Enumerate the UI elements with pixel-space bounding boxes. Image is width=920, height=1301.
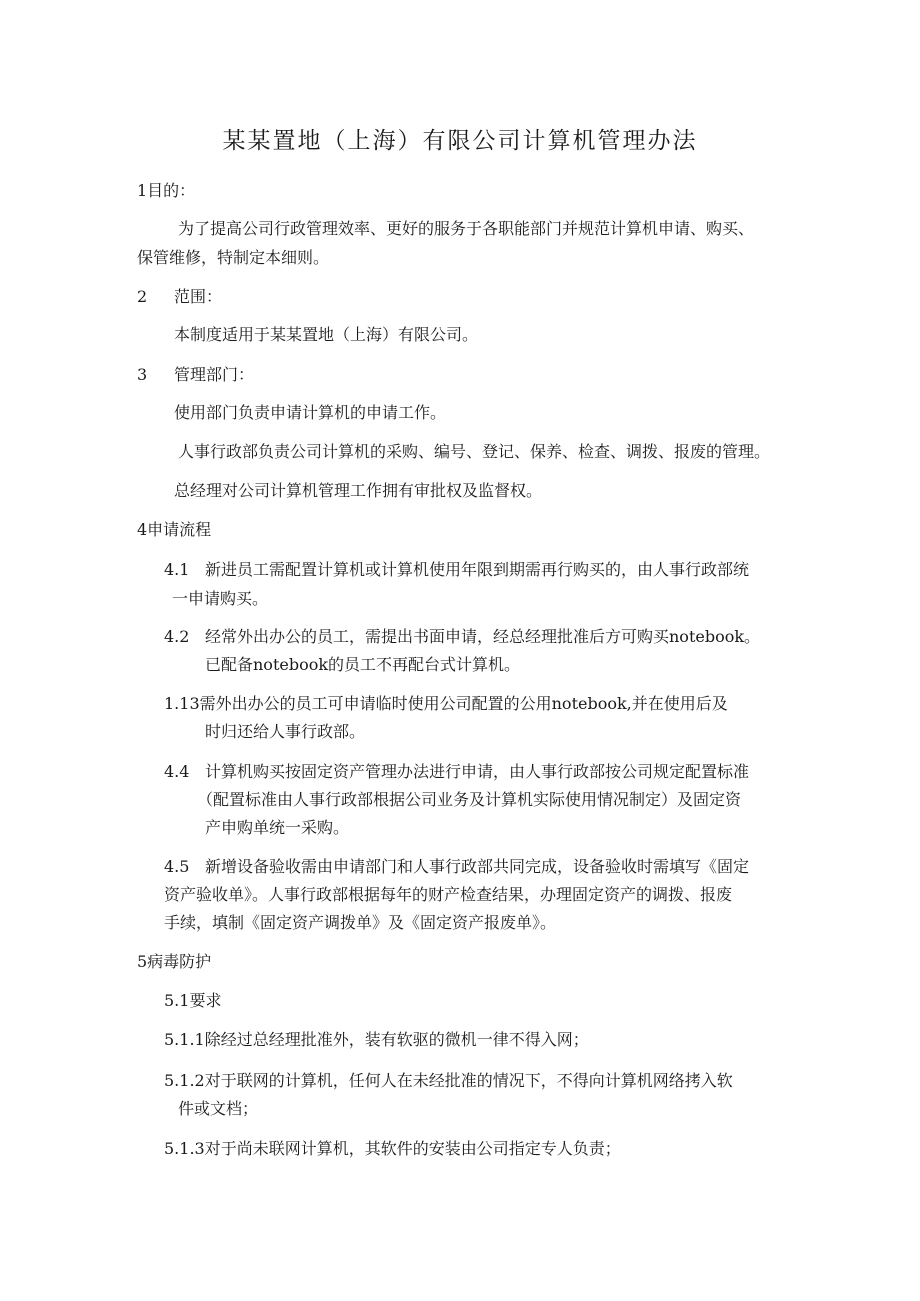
section-2-label: 范围：	[174, 287, 223, 306]
section-2-paragraph: 本制度适用于某某置地（上海）有限公司。	[174, 325, 479, 344]
section-1-heading: 1目的：	[137, 181, 196, 200]
section-1-paragraph-line-2: 保管维修，特制定本细则。	[137, 248, 330, 267]
subsection-5-1-2-line-2: 件或文档；	[178, 1099, 259, 1118]
item-4-2-line-1	[164, 627, 760, 647]
item-4-2-number: 4.2	[164, 627, 190, 646]
item-4-1-number: 4.1	[164, 560, 190, 579]
section-3-paragraph-1: 使用部门负责申请计算机的申请工作。	[174, 403, 447, 422]
item-4-5-line-2: 资产验收单》。人事行政部根据每年的财产检查结果，办理固定资产的调拨、报废	[164, 885, 733, 904]
section-4-heading: 4申请流程	[137, 520, 212, 539]
subsection-5-1-3: 5.1.3对于尚未联网计算机，其软件的安装由公司指定专人负责；	[164, 1139, 621, 1158]
item-4-4-number: 4.4	[164, 762, 190, 781]
item-4-2-text: 经常外出办公的员工，需提出书面申请，经总经理批准后方可购买notebook。	[205, 627, 761, 646]
item-4-4-line-2: （配置标准由人事行政部根据公司业务及计算机实际使用情况制定）及固定资	[197, 790, 742, 809]
subsection-5-1-2-line-1: 5.1.2对于联网的计算机，任何人在未经批准的情况下，不得向计算机网络拷入软	[164, 1071, 733, 1090]
item-4-1-line-2: 一申请购买。	[172, 589, 269, 608]
item-4-5-line-3: 手续，填制《固定资产调拨单》及《固定资产报废单》。	[164, 913, 557, 932]
document-title: 某某置地（上海）有限公司计算机管理办法	[222, 128, 698, 154]
item-4-3-line-2: 时归还给人事行政部。	[205, 722, 366, 741]
section-3-label: 管理部门：	[174, 365, 255, 384]
item-4-2-line-2: 已配备notebook的员工不再配台式计算机。	[205, 655, 521, 674]
section-3-paragraph-3: 总经理对公司计算机管理工作拥有审批权及监督权。	[174, 481, 543, 500]
section-3-number: 3	[137, 365, 148, 384]
section-5-heading: 5病毒防护	[137, 952, 212, 971]
item-4-5-text: 新增设备验收需由申请部门和人事行政部共同完成，设备验收时需填写《固定	[205, 857, 750, 876]
subsection-5-1-1: 5.1.1除经过总经理批准外，装有软驱的微机一律不得入网；	[164, 1030, 589, 1049]
item-4-1-text: 新进员工需配置计算机或计算机使用年限到期需再行购买的，由人事行政部统	[205, 560, 750, 579]
section-2-number: 2	[137, 287, 148, 306]
item-4-5-line-1	[164, 857, 749, 877]
item-4-3-line-1: 1.13需外出办公的员工可申请临时使用公司配置的公用notebook,并在使用后及	[164, 694, 728, 713]
subsection-5-1: 5.1要求	[164, 991, 222, 1010]
section-3-paragraph-2: 人事行政部负责公司计算机的采购、编号、登记、保养、检查、调拨、报废的管理。	[178, 442, 771, 461]
item-4-4-text: 计算机购买按固定资产管理办法进行申请，由人事行政部按公司规定配置标准	[205, 762, 750, 781]
section-2-heading	[137, 287, 222, 307]
section-3-heading	[137, 365, 254, 385]
section-1-paragraph-line-1: 为了提高公司行政管理效率、更好的服务于各职能部门并规范计算机申请、购买、	[178, 219, 755, 238]
item-4-4-line-1	[164, 762, 749, 782]
item-4-5-number: 4.5	[164, 857, 190, 876]
item-4-1-line-1	[164, 560, 749, 580]
item-4-4-line-3: 产申购单统一采购。	[205, 818, 350, 837]
